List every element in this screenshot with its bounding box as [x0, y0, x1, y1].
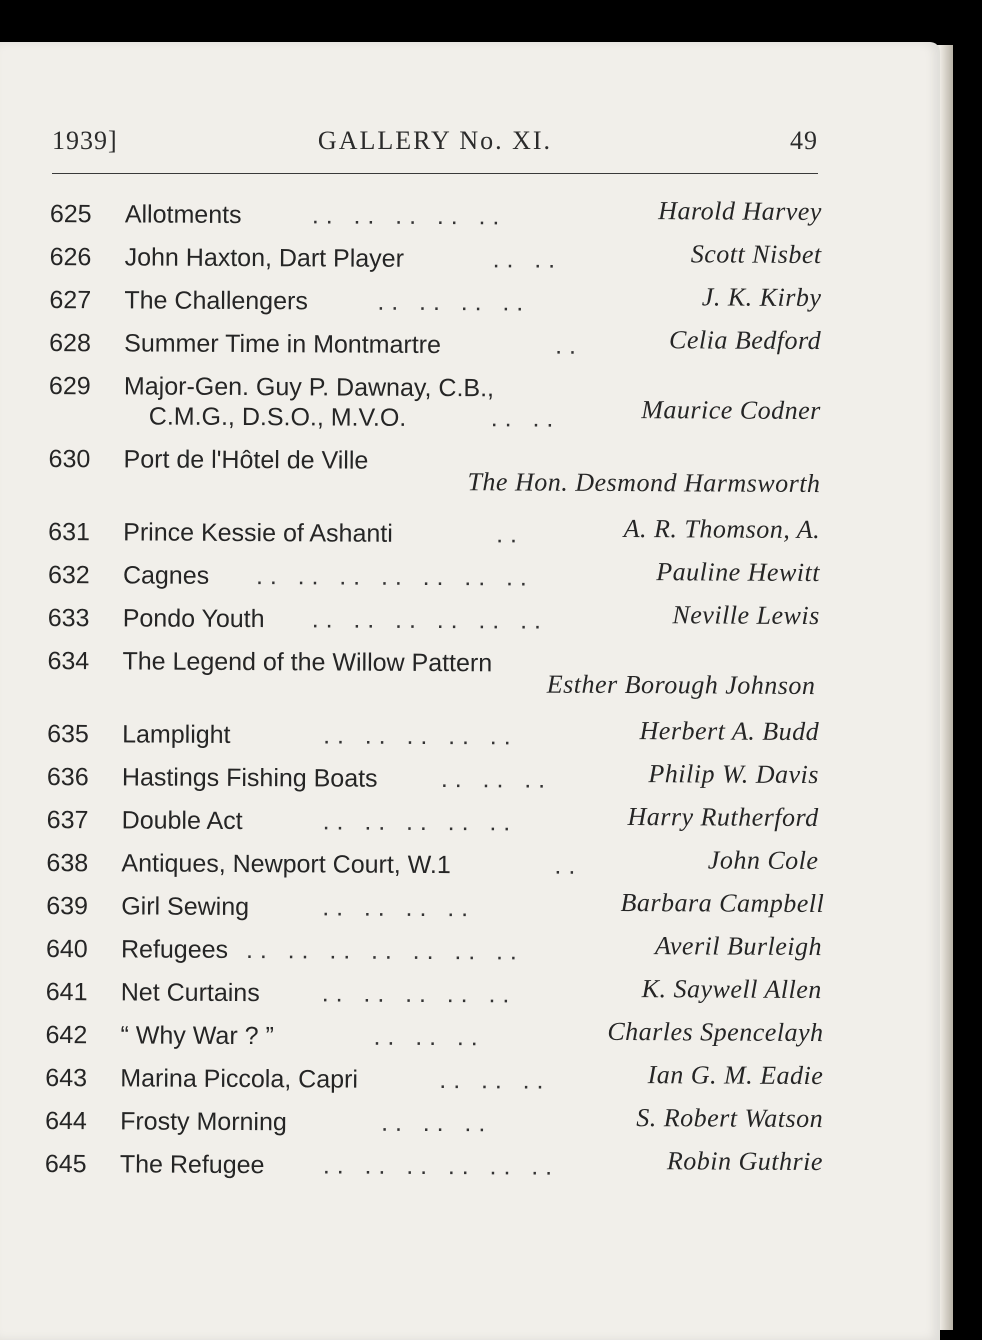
entry-number: 632: [47, 560, 90, 590]
leader-dots: . . . .: [492, 245, 556, 274]
entry-title: The Legend of the Willow Pattern: [122, 647, 493, 678]
entry-title: The Challengers: [124, 286, 308, 316]
entry-number: 628: [49, 328, 91, 358]
entry-title-continued: C.M.G., D.S.O., M.V.O.: [148, 402, 407, 432]
entry-number: 634: [47, 646, 90, 676]
catalogue-entry: [47, 796, 827, 843]
entry-number: 642: [45, 1020, 88, 1050]
entry-artist: Harry Rutherford: [627, 802, 819, 833]
catalogue-entry: [47, 710, 827, 757]
entry-number: 626: [49, 242, 92, 272]
entry-number: 633: [47, 603, 90, 633]
entry-artist: Herbert A. Budd: [639, 716, 820, 747]
catalogue-entry: [46, 925, 826, 972]
entry-number: 635: [47, 719, 89, 749]
entry-number: 638: [46, 848, 89, 878]
entry-number: 643: [45, 1063, 88, 1093]
entry-title: Girl Sewing: [121, 892, 250, 922]
catalogue-entry: [45, 1011, 825, 1058]
entry-title: Marina Piccola, Capri: [120, 1064, 359, 1094]
leader-dots: . . . . . . . . . . . . . .: [245, 936, 517, 966]
entry-artist: K. Saywell Allen: [641, 974, 822, 1005]
catalogue-entry: [47, 753, 827, 800]
leader-dots: . . . . . . . . . . . .: [322, 1151, 553, 1181]
leader-dots: . . . . . . . . . .: [322, 807, 511, 837]
entry-number: 637: [46, 805, 89, 835]
entry-artist: Harold Harvey: [658, 196, 822, 227]
leader-dots: . . . .: [490, 404, 554, 433]
catalogue-entry: [49, 319, 829, 366]
entry-title: Pondo Youth: [122, 604, 265, 634]
entry-artist: Averil Burleigh: [654, 931, 823, 962]
entry-artist: Maurice Codner: [641, 395, 821, 426]
entry-number: 645: [44, 1149, 87, 1179]
catalogue-entry: [50, 190, 830, 237]
catalogue-entry: [48, 435, 828, 512]
leader-dots: . .: [554, 851, 576, 880]
entry-title: Major-Gen. Guy P. Dawnay, C.B.,: [123, 372, 495, 403]
entry-artist: A. R. Thomson, A.: [623, 514, 821, 545]
entry-title: Double Act: [121, 806, 243, 836]
entry-artist: Pauline Hewitt: [656, 557, 821, 588]
entry-title: Summer Time in Montmartre: [124, 329, 442, 360]
leader-dots: . . . . . . . .: [322, 893, 469, 923]
entry-title: “ Why War ? ”: [120, 1021, 274, 1051]
catalogue-entry: [46, 968, 826, 1015]
entry-title: Cagnes: [122, 561, 210, 590]
header-page-number: 49: [790, 126, 818, 155]
entry-number: 636: [46, 762, 89, 792]
catalogue-entry: [49, 362, 829, 439]
entry-number: 641: [45, 977, 88, 1007]
entry-number: 644: [45, 1106, 87, 1136]
catalogue-entry: [48, 508, 828, 555]
leader-dots: . . . . . .: [381, 1108, 486, 1138]
entry-artist: Charles Spencelayh: [607, 1016, 824, 1048]
entry-number: 630: [48, 444, 91, 474]
catalogue-entry: [50, 233, 830, 280]
entry-artist: Celia Bedford: [669, 325, 822, 356]
entry-artist: Robin Guthrie: [666, 1146, 823, 1177]
entry-artist: S. Robert Watson: [636, 1103, 824, 1134]
catalogue-entry: [46, 882, 826, 929]
leader-dots: . . . . . . . . . . . . . .: [255, 562, 527, 592]
leader-dots: . . . . . . . . . .: [321, 979, 510, 1009]
entry-title: Antiques, Newport Court, W.1: [121, 849, 451, 880]
entry-artist: Barbara Campbell: [620, 887, 825, 919]
catalogue-entry: [46, 839, 826, 886]
entry-number: 640: [45, 934, 88, 964]
leader-dots: . . . . . . . . . .: [323, 721, 511, 751]
catalogue-entry: [49, 276, 829, 323]
entry-title: The Refugee: [119, 1150, 265, 1180]
leader-dots: . . . . . . . . . .: [311, 201, 500, 231]
leader-dots: . . . . . . . . . . . .: [311, 605, 542, 635]
catalogue-entry: [47, 637, 827, 714]
entry-number: 639: [46, 891, 89, 921]
catalogue-entry: [45, 1097, 825, 1144]
entry-artist: Esther Borough Johnson: [546, 669, 816, 701]
catalogue-entry: [45, 1054, 825, 1101]
leader-dots: . . . . . . . .: [377, 287, 524, 317]
entry-artist: Neville Lewis: [672, 600, 820, 631]
entry-title: Allotments: [124, 200, 242, 230]
leader-dots: . . . . . .: [373, 1022, 478, 1052]
entry-artist: J. K. Kirby: [701, 282, 822, 313]
catalogue-entry: [48, 551, 828, 598]
entry-title: Lamplight: [122, 720, 231, 749]
leader-dots: . . . . . .: [439, 1066, 544, 1095]
entry-number: 631: [48, 517, 91, 547]
entry-artist: John Cole: [707, 845, 819, 876]
leader-dots: . .: [555, 331, 577, 360]
entry-number: 625: [49, 199, 92, 229]
page-header: [52, 126, 818, 162]
entry-artist: Philip W. Davis: [648, 759, 820, 790]
entry-artist: Scott Nisbet: [690, 239, 822, 270]
entry-title: Net Curtains: [120, 978, 260, 1008]
entry-title: John Haxton, Dart Player: [124, 243, 405, 273]
entry-title: Hastings Fishing Boats: [121, 763, 378, 793]
leader-dots: . . . . . .: [440, 765, 546, 794]
entry-number: 629: [48, 371, 91, 401]
entry-title: Port de l'Hôtel de Ville: [123, 445, 369, 475]
entry-title: Prince Kessie of Ashanti: [123, 518, 393, 548]
entry-number: 627: [49, 285, 92, 315]
header-gallery-title: GALLERY No. XI.: [317, 126, 553, 155]
catalogue-entry: [48, 594, 828, 641]
entry-artist: The Hon. Desmond Harmsworth: [467, 467, 821, 499]
leader-dots: . .: [496, 520, 518, 549]
header-rule: [52, 173, 818, 174]
entry-title: Frosty Morning: [120, 1107, 287, 1137]
entry-title: Refugees: [120, 935, 229, 964]
header-year: 1939]: [52, 126, 118, 155]
catalogue-list: [45, 190, 830, 1187]
entry-artist: Ian G. M. Eadie: [647, 1060, 824, 1091]
catalogue-entry: [45, 1140, 825, 1187]
